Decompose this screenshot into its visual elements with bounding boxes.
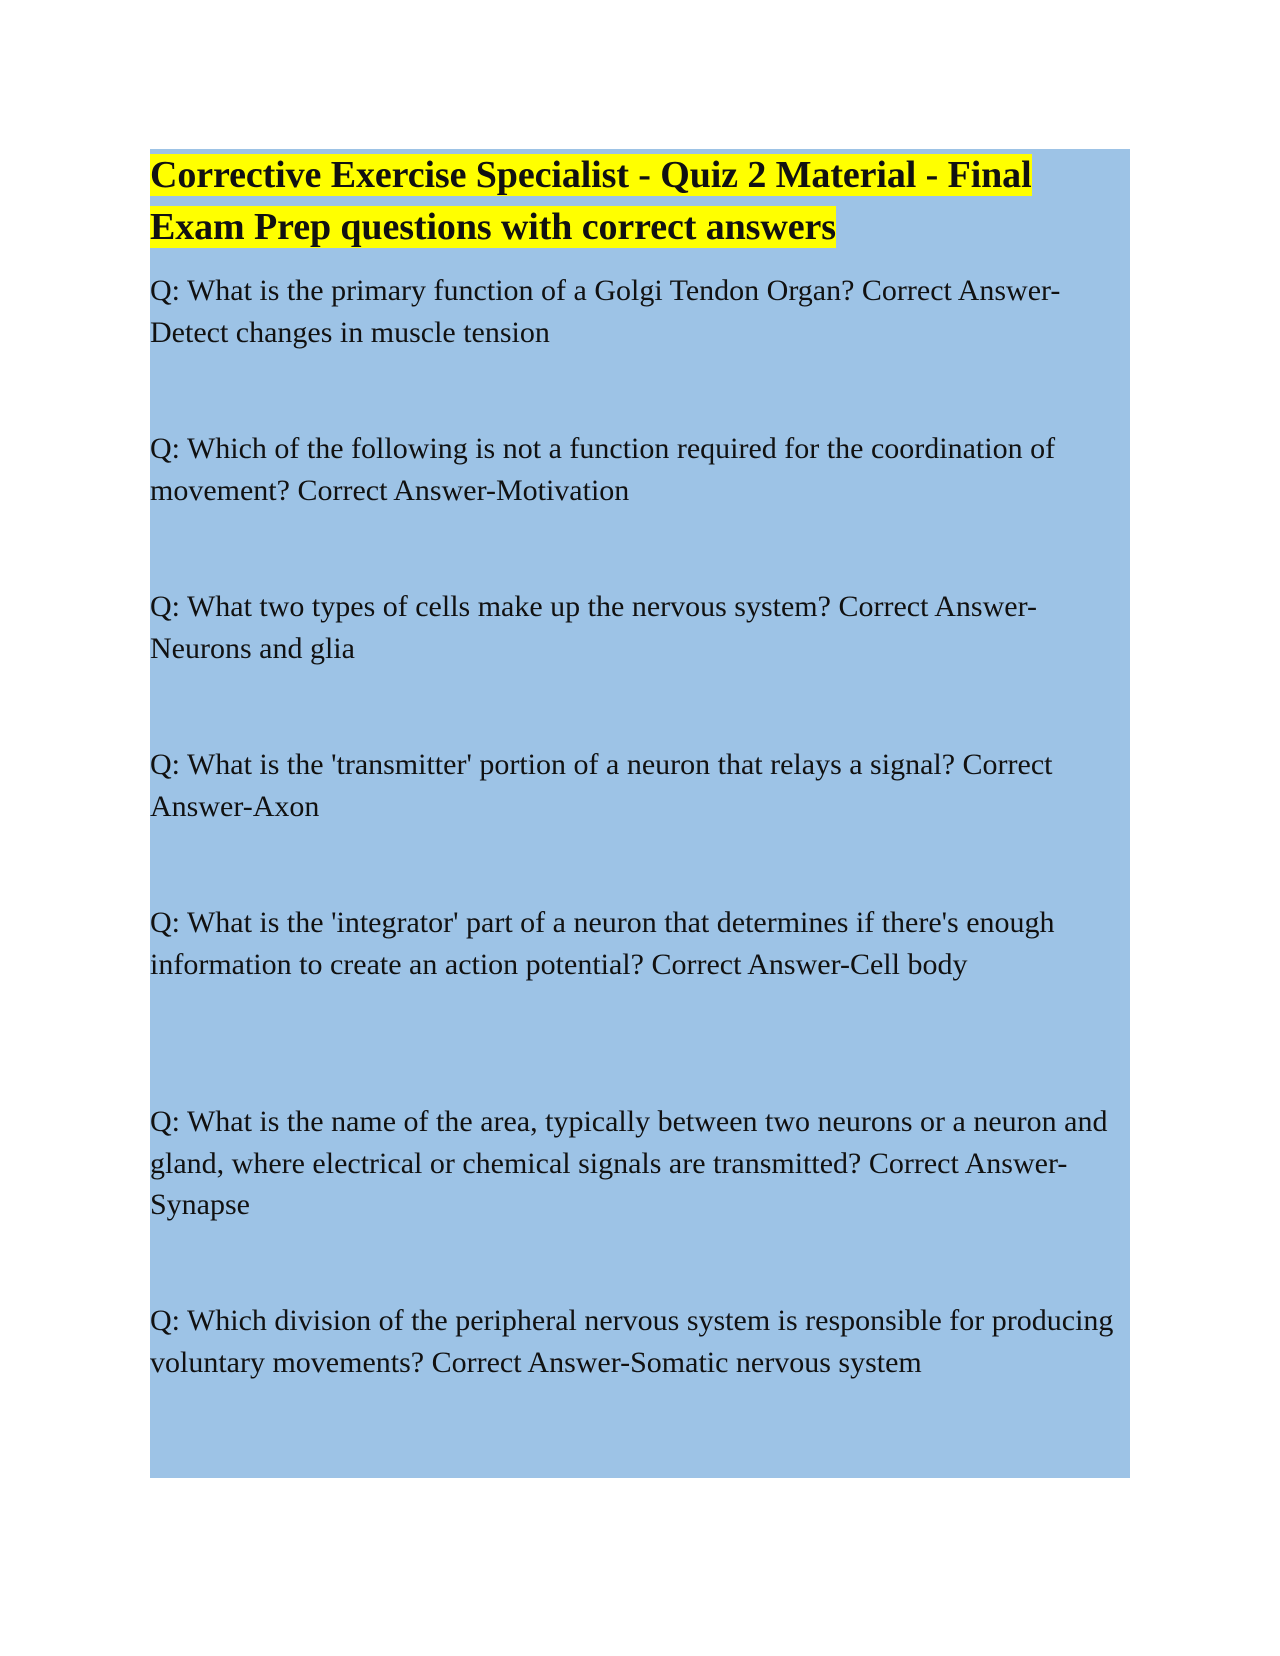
document-title bbox=[150, 149, 1130, 253]
question-answer-item: Q: Which division of the peripheral nervous system is responsible for producing voluntary movements? Correct Answer-Somatic nervous system bbox=[150, 1304, 1114, 1379]
question-answer-item: Q: Which of the following is not a function required for the coordination of movement? Correct Answer-Motivation bbox=[150, 432, 1056, 507]
question-answer-item: Q: What is the primary function of a Golgi Tendon Organ? Correct Answer-Detect changes in muscle tension bbox=[150, 274, 1061, 349]
question-answer-item: Q: What is the 'transmitter' portion of a neuron that relays a signal? Correct Answer-Axon bbox=[150, 748, 1053, 823]
question-answer-item: Q: What is the name of the area, typically between two neurons or a neuron and gland, where electrical or chemical signals are transmitted? Correct Answer-Synapse bbox=[150, 1105, 1108, 1221]
question-answer-item: Q: What is the 'integrator' part of a neuron that determines if there's enough information to create an action potential? Correct Answer-Cell body bbox=[150, 906, 1055, 981]
question-answer-item: Q: What two types of cells make up the nervous system? Correct Answer-Neurons and glia bbox=[150, 590, 1037, 665]
document-title-text: Corrective Exercise Specialist - Quiz 2 Material - Final Exam Prep questions with correct answers bbox=[150, 154, 1032, 248]
